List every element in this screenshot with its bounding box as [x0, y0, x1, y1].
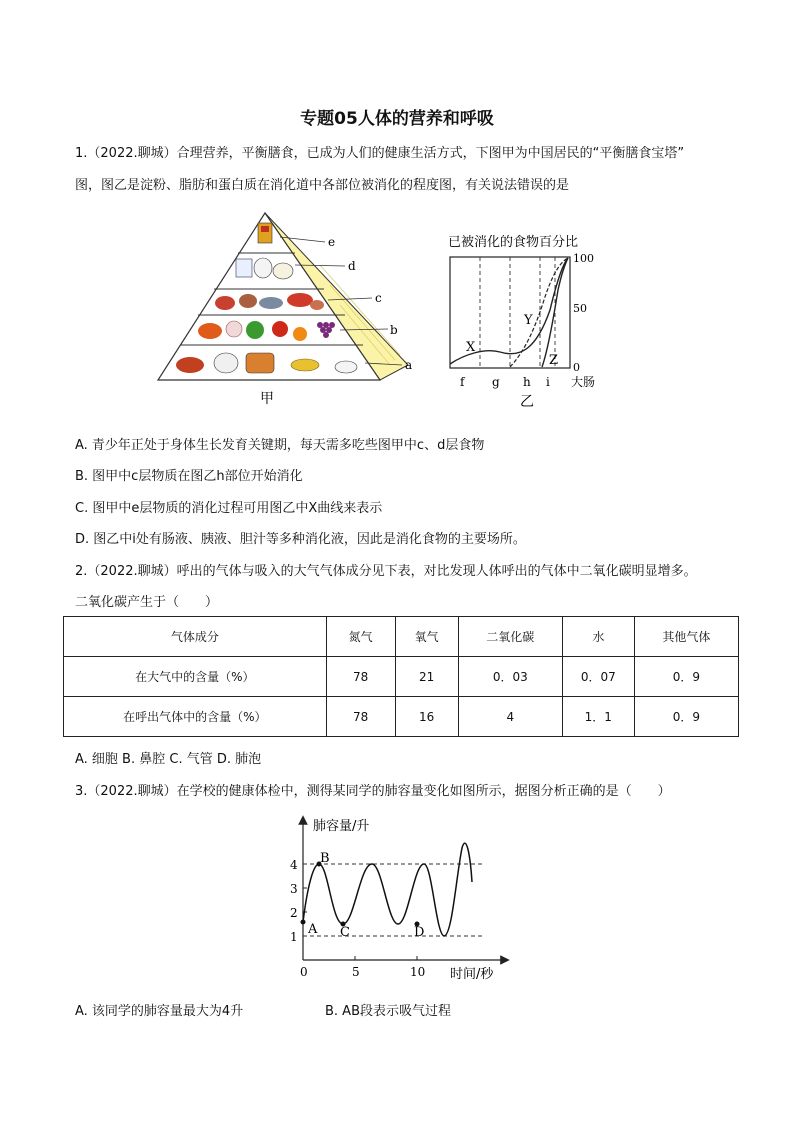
table-cell: 78	[326, 697, 395, 737]
y-tick-2: 2	[290, 906, 298, 920]
table-cell: 0．9	[634, 657, 738, 697]
y-tick-4: 4	[290, 858, 298, 872]
table-cell: 16	[395, 697, 458, 737]
x-tick-large-intestine: 大肠	[571, 375, 596, 389]
x-axis-label: 时间/秒	[450, 967, 494, 982]
digestion-chart-title: 已被消化的食物百分比	[448, 235, 579, 250]
corn-icon	[291, 359, 319, 371]
point-label-a: A	[308, 922, 318, 937]
x-tick-5: 5	[352, 965, 360, 979]
q2-stem-line1: 2.（2022.聊城）呼出的气体与吸入的大气气体成分见下表，对比发现人体呼出的气体中二氧化碳明显增多。	[75, 564, 697, 579]
bun-icon	[214, 353, 238, 373]
meat-icon	[215, 296, 235, 310]
table-cell: 21	[395, 657, 458, 697]
table-row	[64, 697, 739, 737]
layer-label-d: d	[348, 259, 356, 273]
x-tick-i: i	[546, 375, 550, 389]
sausage-icon	[287, 293, 313, 307]
q1-option-c: C. 图甲中e层物质的消化过程可用图乙中X曲线来表示	[75, 501, 383, 516]
food-pyramid-figure	[150, 205, 440, 410]
y-axis-label: 肺容量/升	[313, 819, 370, 834]
table-cell: 4	[458, 697, 562, 737]
y-tick-3: 3	[290, 882, 298, 896]
sweet-potato-icon	[176, 357, 204, 373]
point-label-c: C	[340, 925, 350, 940]
tomato-icon	[272, 321, 288, 337]
x-tick-h: h	[523, 375, 531, 389]
table-cell: 在大气中的含量（%）	[64, 657, 327, 697]
lung-capacity-chart	[280, 812, 520, 987]
carrot-icon	[198, 323, 222, 339]
orange-icon	[293, 327, 307, 341]
y-tick-1: 1	[290, 930, 298, 944]
q3-option-a: A. 该同学的肺容量最大为4升	[75, 1004, 244, 1019]
rice-bowl-icon	[335, 361, 357, 373]
q1-option-a: A. 青少年正处于身体生长发育关键期，每天需多吃些图甲中c、d层食物	[75, 438, 485, 453]
table-header-cell: 其他气体	[634, 617, 738, 657]
table-cell: 78	[326, 657, 395, 697]
point-label-d: D	[414, 925, 425, 940]
point-a	[301, 920, 306, 925]
layer-label-c: c	[375, 291, 382, 305]
q3-stem: 3.（2022.聊城）在学校的健康体检中，测得某同学的肺容量变化如图所示，据图分析正确的是（ ）	[75, 784, 671, 799]
tofu-icon	[273, 263, 293, 279]
q1-option-d: D. 图乙中i处有肠液、胰液、胆汁等多种消化液，因此是消化食物的主要场所。	[75, 532, 526, 547]
layer-label-b: b	[390, 323, 398, 337]
curve-y	[510, 258, 568, 367]
bread-icon	[246, 353, 274, 373]
layer-label-e: e	[328, 235, 336, 249]
table-header-cell: 氮气	[326, 617, 395, 657]
q1-stem-line1: 1.（2022.聊城）合理营养，平衡膳食，已成为人们的健康生活方式，下图甲为中国居民的“平衡膳食宝塔”	[75, 146, 685, 161]
gas-composition-table	[63, 616, 739, 737]
curve-label-y: Y	[524, 313, 533, 328]
x-tick-f: f	[460, 375, 465, 389]
table-header-cell: 二氧化碳	[458, 617, 562, 657]
q1-option-b: B. 图甲中c层物质在图乙h部位开始消化	[75, 469, 303, 484]
table-row	[64, 657, 739, 697]
page-title: 专题05人体的营养和呼吸	[300, 109, 494, 129]
table-header-cell: 气体成分	[64, 617, 327, 657]
figure-caption-yi: 乙	[520, 394, 534, 410]
table-cell: 1．1	[562, 697, 634, 737]
table-header-cell: 氧气	[395, 617, 458, 657]
layer-label-a: a	[405, 358, 413, 372]
fish-icon	[259, 297, 283, 309]
curve-label-z: Z	[549, 353, 559, 368]
table-header-row	[64, 617, 739, 657]
q1-stem-line2: 图，图乙是淀粉、脂肪和蛋白质在消化道中各部位被消化的程度图，有关说法错误的是	[75, 178, 570, 193]
table-cell: 0．07	[562, 657, 634, 697]
q2-options: A. 细胞 B. 鼻腔 C. 气管 D. 肺泡	[75, 752, 262, 767]
figure-caption-jia: 甲	[260, 391, 274, 407]
table-cell: 0．03	[458, 657, 562, 697]
y-tick-100: 100	[573, 252, 594, 265]
table-cell: 0．9	[634, 697, 738, 737]
y-tick-50: 50	[573, 302, 587, 315]
table-cell: 在呼出气体中的含量（%）	[64, 697, 327, 737]
vegetable-icon	[246, 321, 264, 339]
curve-label-x: X	[466, 340, 476, 355]
x-tick-0: 0	[300, 965, 308, 979]
x-tick-10: 10	[410, 965, 426, 979]
q3-option-b: B. AB段表示吸气过程	[325, 1004, 451, 1019]
point-label-b: B	[320, 851, 330, 866]
digestion-chart	[440, 230, 620, 415]
table-header-cell: 水	[562, 617, 634, 657]
q2-stem-line2: 二氧化碳产生于（ ）	[75, 595, 219, 610]
y-tick-0: 0	[573, 361, 580, 374]
x-tick-g: g	[492, 375, 500, 389]
milk-icon	[236, 259, 252, 277]
